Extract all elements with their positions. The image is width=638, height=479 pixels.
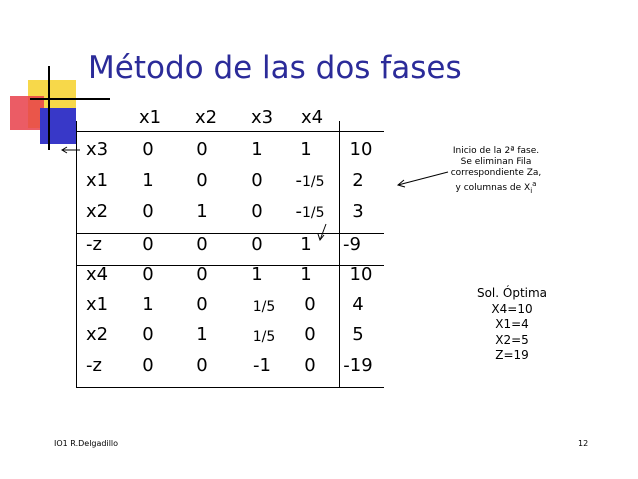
table-cell: 0 [196,170,208,191]
solution-heading: Sol. Óptima [476,286,548,300]
table-cell: 0 [251,234,263,255]
table-cell: 0 [304,294,316,315]
table-cell: 0 [196,139,208,160]
table-cell: 3 [352,201,364,222]
table-cell: 0 [142,264,154,285]
col-header-x1: x1 [138,107,162,128]
solution-line: X2=5 [495,332,529,347]
table-cell: 1 [196,324,208,345]
table-cell: 0 [142,201,154,222]
phase-note [440,146,552,197]
table-cell: 1 [300,264,312,285]
col-header-x3: x3 [250,107,274,128]
table-cell: 0 [196,355,208,376]
table-cell: 0 [196,264,208,285]
table-cell: -1 [253,355,271,376]
row-label: x1 [86,170,109,191]
table-cell: 0 [304,355,316,376]
column-arrow-icon [318,224,326,240]
table-cell: 1 [196,201,208,222]
row-label: -z [86,234,102,255]
table-cell: 0 [142,139,154,160]
page-number: 12 [578,439,589,448]
neg-sign: - [295,170,302,191]
row-label: x3 [86,139,109,160]
table-cell: 0 [251,201,263,222]
table-cell: 10 [349,264,373,285]
row-label: -z [86,355,102,376]
solution-line: X4=10 [491,301,533,316]
row-label: x4 [86,264,109,285]
table-cell: 0 [304,324,316,345]
left-arrow-icon [62,147,80,153]
slide-title: Método de las dos fases [88,50,462,86]
note-superscript: a [532,180,537,188]
solution-line: X1=4 [495,317,529,331]
table-cell: 2 [352,170,364,191]
table-cell: 1 [142,294,154,315]
table-cell: 1/5 [252,329,276,345]
table-cell: 0 [142,324,154,345]
table-cell: 10 [349,139,373,160]
neg-sign: - [295,201,302,222]
note-line: correspondiente Za, [450,168,542,178]
row-label: x2 [86,201,109,222]
row-label: x2 [86,324,109,345]
table-cell: 0 [142,234,154,255]
col-header-x4: x4 [300,107,324,128]
table-cell: 5 [352,324,364,345]
table-cell: 1 [251,139,263,160]
table-cell: 0 [196,294,208,315]
row-label: x1 [86,294,109,315]
note-line: Se eliminan Fila [460,157,532,167]
table-cell: 0 [196,234,208,255]
table-cell: 1 [251,264,263,285]
table-cell: 1 [300,139,312,160]
optimal-solution [460,286,564,364]
table-cell: 0 [251,170,263,191]
solution-line: Z=19 [495,348,529,362]
table-cell: 0 [142,355,154,376]
table-cell: 1 [300,234,312,255]
table-cell: -9 [343,234,361,255]
fraction: 1/5 [301,174,325,190]
table-cell: 1 [142,170,154,191]
note-subscript: i [530,186,533,195]
note-line: y columnas de X [455,183,531,193]
footer-author: IO1 R.Delgadillo [54,439,119,448]
note-line: Inicio de la 2ª fase. [452,146,540,156]
note-line-variable [440,179,552,197]
table-cell: -19 [343,355,373,376]
table-cell: 4 [352,294,364,315]
col-header-x2: x2 [194,107,218,128]
fraction: 1/5 [301,205,325,221]
table-cell: 1/5 [252,299,276,315]
